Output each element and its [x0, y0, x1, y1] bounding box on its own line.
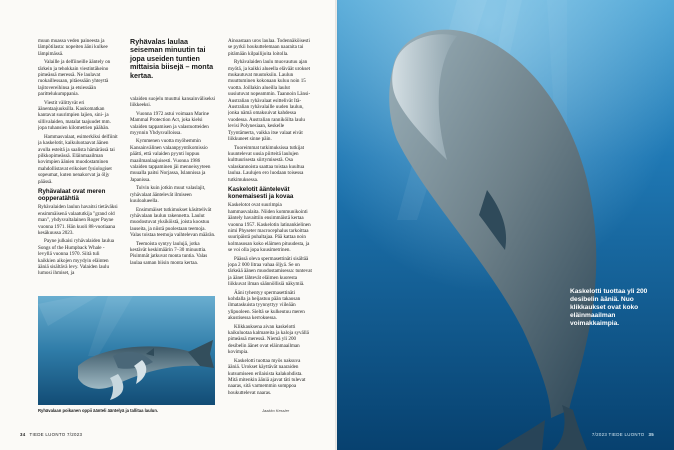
body-paragraph: Ääni tyhentyy spermasettinäti kohdalla ja heijastuu pään takaosan ilmataskuista tyynnyttyy viileään ylipuoleen. Sieltä se kulkeutuu meren akustisessa kerroksessa. [228, 289, 305, 322]
body-paragraph: Valaille ja delfiineille ääntely on tärkein ja tehokkain viestintäkeino pimeässä meressä. Ne laulavat ruokaillessaan, pitäessään yhteyttä lajitovereihinsa ja etsiessään parittelukumppania. [38, 59, 111, 98]
body-paragraph: Kaskelotti tuottaa myös naksuva ääniä. Urokset käyttävät naaraiden kutsumiseen erilaisista kalakohdista. Mitä mitenkin ääniä ajavat täti tulevat naaras, sitä varmemmin somppoa houkuttelevat naaras. [228, 357, 306, 396]
body-paragraph: Ainoastaan uros laulaa. Todennäköisesti se pyrkii houkuttelemaan naaraita tai pitämään kilpailijoita loitolla. [228, 38, 310, 57]
photo-caption: Ryhävalaan poikanen oppii äänteli ääntelyä ja tallitaa laulun. [38, 408, 159, 413]
magazine-name: TIEDE LUONTO 7/2023 [29, 432, 83, 437]
body-paragraph: Ryhävalaiden laulun havaitsi tietäväksi ensimmäisenä valaatutkija "grand old man", yhdysvaltalainen Roger Payne vuonna 1971. Hän kuoli 88-vuotiaana kesäkuussa 2023. [38, 204, 118, 236]
text-column-2 [130, 96, 216, 296]
magazine-name: 7/2023 TIEDE LUONTO [591, 432, 645, 437]
page-number: 35 [648, 432, 654, 437]
sperm-whale-photo [337, 0, 674, 450]
body-paragraph: Klikkauksena aivan kaskelotti kaikuluotaa kalmareita ja kaloja syvällä pimeässä meressä. Niemä yli 200 desibelin äänet ovat eläinmaailman kovimpia. [228, 323, 309, 356]
section-heading: Ryhävalaat ovat meren oopperatähtiä [38, 187, 106, 203]
section-heading: Kaskelotit ääntelevät konemaisesti ja kovaa [228, 185, 294, 201]
body-paragraph: Tolvin kuin jotkin muut valaslajit, ryhävalaat ääntelevät ilmiseen kuuloalueella. [130, 185, 206, 205]
humpback-whale-photo [38, 296, 215, 405]
text-column-3 [228, 38, 312, 408]
body-paragraph: Teemoista syntyy laulujä, jotka kestävät keskimäärin 7–30 minuuttia. Pisimmät jatkuvat monta tuntia. Valas laulaa saman biisin monta kertaa. [130, 240, 208, 266]
page-gutter [335, 0, 339, 450]
body-paragraph: Hammasvalaat, esimerkiksi delfiinit ja kaskelotit, kaikuluotaavat äänen avulla esteitä ja saalista hämärässä tai pilkkopimeässä. Eläinmaailman kovimpien äänien muodostaminen mahdollistavat erikoiset fysiologiset sopeumat, kuten nenakorvat ja öljy päässä. [38, 133, 118, 185]
pull-quote: Ryhävalas laulaa seiseman minuutin tai jopa useiden tuntien mittaisia biisejä – monta kertaa. [130, 37, 214, 80]
body-paragraph: Payne julkaisi ryhävalaiden laulua Songs of the Humpback Whale -levyllä vuonna 1970. Siitä tuli kaikkien aikojen myydyin eläinten ääniä sisältävä levy. Valaiden laulu lumosi ihmiset, ja [38, 238, 115, 277]
body-paragraph: Ryhävalaiden laulu muovautuu ajan myötä, ja kaikki alueella eläväät urokset mukautuvat muutoksiin. Laulun muuttuminen kokonaan kuluu noin 15 vuotta. Joillakin alueilla laulut uusiutuvat nopeammin. Taannoin Länsi-Australian ryhävalaat esittelivät Itä-Australian ryhävalaille uuden laulun, jonka nämä omaksuivat kahdessa vuodessa. Australian ranniköilta laulu levisi Polynesiaan, keskelle Tyyntämerta, vaikka itse valaat eivät liikkuneet sinne päin. [228, 59, 311, 143]
body-paragraph: Vuonna 1972 astui voimaan Marine Mammal Protection Act, joka kielsi valaiden tappamisen ja valastuotteiden myynnin Yhdysvalloissa. [130, 110, 209, 137]
body-paragraph: muun muassa veden paineesta ja lämpötilasta: nopeiten ääni kulkee lämpimässä. [38, 38, 108, 57]
page-footer-right [592, 432, 654, 437]
photo-credit: Jaakko Kessler [262, 408, 290, 413]
whale-illustration [38, 296, 215, 405]
right-page [337, 0, 674, 450]
body-paragraph: Tuoreimmat tutkimuksissa tutkijat kuuntelevat uusia piirteitä laulujen kulttuurisesta siirtymisestä. Osa valaskannoista saattaa toistaa kuultua laulua. Laulujen ero luodaan toisessa tutkimuksessa. [228, 144, 305, 183]
body-paragraph: Ensimmäiset tutkimukset käsittelivät ryhävalaan laulun rakennetta. Laulut muodostuvat yksiköistä, joista koostuu lauseita, ja niistä puolestaan teemoja. Valas toistaa teemoja vaihtelevan määrän. [130, 206, 216, 239]
body-paragraph: Päässä oleva spermasettinäti sisältää jopa 2 000 litraa vahaa öljyä. Se on tärkeää äänen muodostamisessa: tuntevat ja äänet lähtevät eläimen kuoresta liikkuvat ilman säännöllisiä näkymiä. [228, 255, 312, 288]
text-column-1 [38, 38, 118, 293]
body-paragraph: Viestit välittyvät eri äänentaajuuksilla. Kaukomatkan kantavat suurimpien lajien, sini- ja sillivalaiden, matalat taajuudet mm. jopa tuhansien kilometrien päähän. [38, 99, 111, 132]
page-number: 34 [20, 432, 26, 437]
body-paragraph: Kaskelotot ovat suurimpia hammasvalaita. Niiden kommunikointi ääntely havaittiin ensimmäistä kertaa vuonna 1957. Kaskelotin latinankielinen nimi Physeter macrocephalus tarkoittaa suuripäistä puhaltajaa. Pää kattaa noin kolmasosan koko eläimen pituudesta, ja se voi olla jopa kuusimetrinen. [228, 202, 311, 254]
body-paragraph: valaiden suojelu muuttui kansainväliseksi liikkeeksi. [130, 96, 216, 109]
body-paragraph: Kymmenen vuotta myöhemmin Kansainvälinen valaanpyyntikomissio päätti, että valaiden pyynti loppuu maailmanlaajuisesti. Vuonna 1986 valaiden tappaminen jäi menneisyyteen muualla paitsi Norjassa, Islannissa ja Japanissa. [130, 138, 211, 183]
photo-caption: Kaskelotti tuottaa yli 200 desibelin ääniä. Nuo klikkaukset ovat koko eläinmaailman voimakkaimpia. [570, 288, 648, 327]
page-footer-left [20, 432, 82, 437]
